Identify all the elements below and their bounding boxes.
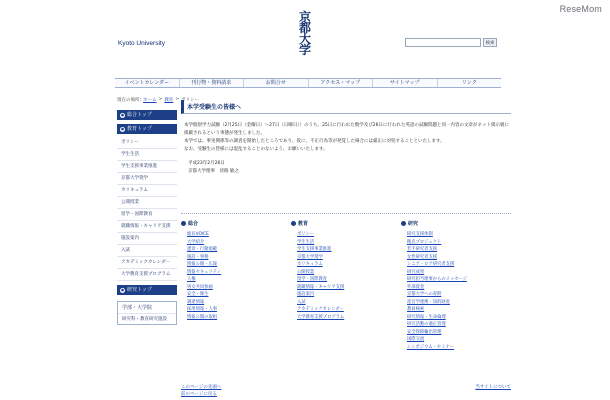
sitemap-list [181,231,291,321]
list-item[interactable]: 若手研究者支援 [407,247,438,252]
nav-sitemap[interactable]: サイトマップ [373,79,438,87]
list-item[interactable]: 研究活動の適正管理 [407,322,446,327]
sitemap-column-head[interactable] [291,220,401,227]
sidebar-item-policy[interactable]: ポリシー [117,137,177,149]
sitemap-list [401,231,511,351]
sidebar-education-top-label: 教育トップ [127,126,152,132]
footer [181,384,511,397]
list-item[interactable]: 就職情報・キャリア支援 [297,284,345,290]
nav-access-map[interactable]: アクセス・マップ [309,79,374,87]
sitemap-column-head-label: 総合 [188,221,199,227]
footer-left [181,384,222,397]
sidebar-item-scholarship[interactable]: 京都大学奨学 [117,173,177,185]
sitemap-column-research [401,220,511,351]
kyoto-university-logo[interactable]: 京都大学 [298,10,311,57]
page-title: 本学受験生の皆様へ [181,100,511,114]
sidebar-general-top[interactable] [117,110,177,120]
previous-page-link[interactable]: 前のページに戻る [181,392,217,397]
sitemap-column-head-label: 教育 [298,221,309,227]
sidebar-item-academic-calendar[interactable]: アカデミックカレンダー [117,257,177,269]
list-item[interactable]: 学生支援事業推進 [297,247,332,252]
breadcrumb-education[interactable]: 教育 [164,98,174,103]
list-item[interactable]: 採用情報・人事 [187,307,218,312]
sitemap-column-head-label: 研究 [408,221,419,227]
sidebar-item-facilities[interactable]: 施設案内 [117,233,177,245]
list-item[interactable]: 留学・国際教育 [297,277,328,282]
list-item[interactable]: シンポジウム・セミナー [407,344,455,350]
list-item[interactable]: 学生生活 [297,239,315,245]
notice-signer: 京都大学理事 淡路 敏之 [188,169,239,174]
sidebar-item-career[interactable]: 就職情報・キャリア支援 [117,221,177,233]
nav-publications[interactable]: 刊行物・資料請求 [180,79,245,87]
list-item[interactable]: 人権 [187,277,196,282]
notice-date: 平成23年2月26日 [188,161,225,166]
sidebar-item-open-class[interactable]: 公開授業 [117,197,177,209]
sidebar-general-top-label: 総合トップ [127,112,152,118]
list-item[interactable]: 国際交流 [407,337,425,342]
main-content [181,100,511,176]
sidebar-faculty-row[interactable]: 研究科・教育研究施設 [122,317,167,322]
breadcrumb-current: ポリシー [181,98,200,103]
list-item[interactable]: シニア・ロア研究者支援 [407,262,455,267]
sidebar-research-top[interactable] [117,285,177,295]
sidebar-item-curriculum[interactable]: カリキュラム [117,185,177,197]
list-item[interactable]: 大学教育支援プログラム [297,314,345,320]
circle-icon: ● [120,126,125,131]
list-item[interactable]: 研究支援体制 [407,232,433,237]
sidebar-education-top[interactable] [117,124,177,134]
sitemap-column-education [291,220,401,351]
list-item[interactable]: 公開授業 [297,269,315,275]
notice-paragraph: なお、受験生の皆様には混乱することのないよう、お願いいたします。 [184,147,328,152]
nav-event-calendar[interactable]: イベントカレンダー [115,79,180,87]
list-item[interactable]: 研究成果 [407,269,425,275]
global-nav [115,78,501,88]
list-item[interactable]: 産官学連携・知的財産 [407,299,450,305]
list-item[interactable]: 情報公開の取組 [187,314,218,320]
circle-icon [401,221,406,226]
breadcrumb-separator: > [175,97,180,102]
back-to-top-link[interactable]: このページの先頭へ [181,385,222,390]
sitemap-columns [181,213,511,351]
sidebar-item-student-support[interactable]: 学生支援事業推進 [117,161,177,173]
list-item[interactable]: 研究担当理事からのメッセージ [407,277,467,282]
sitemap-column-general [181,220,291,351]
university-name-en: Kyoto University [118,40,165,47]
list-item[interactable]: 総長VOICE [187,232,209,237]
about-site-link[interactable]: 当サイトについて [475,385,511,390]
list-item[interactable]: 研究情報・生命倫理 [407,314,446,320]
sitemap-list [291,231,401,321]
list-item[interactable]: 安全保障輸出管理 [407,329,442,335]
list-item[interactable]: カリキュラム [297,262,323,267]
search-input[interactable] [405,38,481,47]
list-item[interactable]: 大学紹介 [187,239,205,245]
sidebar-education-list [117,137,177,281]
list-item[interactable]: 京都大学奨学 [297,254,323,260]
circle-icon [291,221,296,226]
list-item[interactable]: 施設案内 [297,292,315,297]
circle-icon: ● [120,112,125,117]
list-item[interactable]: 京都大学への寄附 [407,292,442,297]
list-item[interactable]: 憲章・行動規範 [187,247,218,252]
list-item[interactable]: 施設・事務 [187,254,209,260]
search-area [405,38,497,47]
breadcrumb-separator: > [158,97,163,102]
sidebar [117,106,177,325]
sidebar-item-education-program[interactable]: 大学教育支援プログラム [117,269,177,281]
list-item[interactable]: ポリシー [297,232,315,237]
resemom-watermark: ReseMom [559,4,602,14]
search-button[interactable]: 検索 [483,38,497,47]
sidebar-item-student-life[interactable]: 学生生活 [117,149,177,161]
list-item[interactable]: 調達情報 [187,299,205,305]
sidebar-faculty-header[interactable]: 学部・大学院 [118,302,176,314]
list-item[interactable]: 情報公開・広報 [187,262,218,267]
sitemap-column-head[interactable] [401,220,511,227]
notice-paragraph: 本学個別学力試験（2月25日（金曜日）～27日（日曜日））のうち、25日に行われた数学及び26日に行われた英語の試験問題と同一内容の文章がネット掲示板に掲載されるという事態が発生しました。 [184,123,510,136]
sidebar-item-international[interactable]: 留学・国際教育 [117,209,177,221]
list-item[interactable]: 女性研究者支援 [407,254,438,260]
breadcrumb-home[interactable]: ホーム [143,98,157,103]
list-item[interactable]: アカデミックカレンダー [297,307,344,312]
list-item[interactable]: 拠点プロジェクト [407,239,442,245]
circle-icon: ● [120,287,125,292]
sidebar-faculty-box [117,301,177,325]
list-item[interactable]: 教員検索 [407,307,425,312]
circle-icon [181,221,186,226]
nav-contact[interactable]: お問合せ [244,79,309,87]
sitemap-column-head[interactable] [181,220,291,227]
breadcrumb-label: 現在の場所: [117,98,142,103]
sidebar-research-top-label: 研究トップ [127,287,152,293]
list-item[interactable]: 男女共同参画 [187,284,213,290]
notice-signature [181,160,511,176]
nav-links[interactable]: リンク [461,80,477,86]
sidebar-item-admissions[interactable]: 入試 [117,245,177,257]
list-item[interactable]: 入試 [297,299,306,305]
list-item[interactable]: 安全・衛生 [187,292,209,297]
list-item[interactable]: 外部資金 [407,284,425,290]
notice-body [181,122,511,154]
notice-paragraph: 本学では、事実関係等の調査を開始したところであり、仮に、不正行為等が発覚した場合には厳正に対処することといたします。 [184,139,445,144]
list-item[interactable]: 情報セキュリティ [187,269,221,275]
